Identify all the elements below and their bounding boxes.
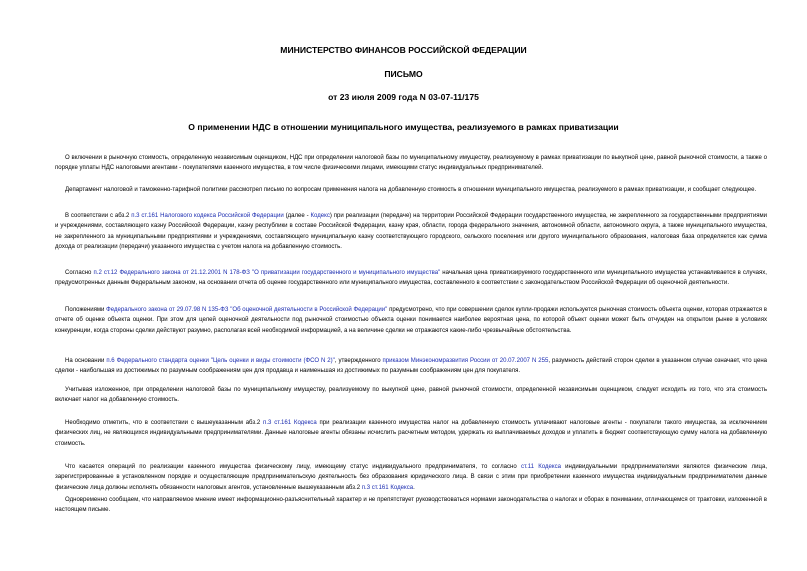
legal-reference-link[interactable]: п.2 ст.12 Федерального закона от 21.12.2001 N 178-ФЗ "О приватизации государственного и муниципального имущества" — [93, 270, 441, 276]
paragraph-text: , разумность действий сторон сделки в указанном случае означает, что цена сделки - наибольшая из достижимых по разумным соображениям цен для продавца и наименьшая из достижимых по разумным соображениям цен для покупателя. — [55, 358, 768, 375]
legal-reference-link[interactable]: приказом Минэкономразвития России от 20.07.2007 N 255 — [382, 358, 549, 364]
paragraph-text: , утвержденного — [334, 358, 383, 364]
legal-reference-link[interactable]: ст.11 Кодекса — [520, 464, 561, 470]
paragraph-10 — [55, 495, 767, 516]
document-type: ПИСЬМО — [384, 69, 423, 79]
legal-reference-link[interactable]: п.6 Федерального стандарта оценки "Цель оценки и виды стоимости (ФСО N 2)" — [106, 358, 335, 364]
paragraph-text: при реализации казенного имущества налог на добавленную стоимость уплачивают налоговые агенты - покупатели такого имущества, за исключением физических лиц, не являющихся индивидуальными предпринимателями. Данные налоговые агенты обязаны исчислить расчетным методом, удержать из выплачиваемых доходов и уплатить в бюджет соответствующую сумму налога на добавленную стоимость. — [55, 420, 767, 447]
document-subject: О применении НДС в отношении муниципального имущества, реализуемого в рамках приватизации — [188, 122, 619, 132]
ministry-title: МИНИСТЕРСТВО ФИНАНСОВ РОССИЙСКОЙ ФЕДЕРАЦИИ — [280, 45, 527, 55]
paragraph-9 — [55, 462, 767, 493]
paragraph-text: Одновременно сообщаем, что направляемое мнение имеет информационно-разъяснительный характер и не препятствует руководствоваться нормами законодательства о налогах и сборах в понимании, отличающемся от трактовки, изложенной в настоящем письме. — [55, 497, 767, 514]
legal-reference-link[interactable]: Федерального закона от 29.07.98 N 135-ФЗ "Об оценочной деятельности в Российской Федерации" — [106, 307, 388, 313]
paragraph-text: Согласно — [65, 270, 94, 276]
paragraph-2 — [55, 185, 767, 195]
paragraph-text: Что касается операций по реализации казенного имущества физическому лицу, имеющему статус индивидуального предпринимателя, то согласно — [65, 464, 521, 470]
paragraph-text: . — [413, 484, 415, 491]
paragraph-text: Учитывая изложенное, при определении налоговой базы по муниципальному имуществу, реализуемому по выкупной цене, равной рыночной стоимости, определенной независимым оценщиком, следует исходить из того, что эта стоимость включает налог на добавленную стоимость. — [55, 387, 767, 404]
paragraph-1 — [55, 153, 767, 174]
paragraph-text: Положениями — [65, 307, 107, 313]
paragraph-text: Департамент налоговой и таможенно-тарифной политики рассмотрел письмо по вопросам применения налога на добавленную стоимость в отношении муниципального имущества, реализуемого в рамках приватизации, и сообщает следующее. — [65, 187, 757, 193]
paragraph-3 — [55, 211, 767, 252]
paragraph-text: начальная цена приватизируемого государственного или муниципального имущества устанавливается в случаях, предусмотренных данным Федеральным законом, на основании отчета об оценке государственного или муниципального имущества, составленного в соответствии с законодательством Российской Федерации об оценочной деятельности. — [55, 270, 767, 287]
paragraph-6 — [55, 356, 767, 377]
paragraph-5 — [55, 305, 767, 336]
paragraph-text: Необходимо отметить, что в соответствии с вышеуказанным абз.2 — [65, 420, 264, 426]
paragraph-text: В соответствии с абз.2 — [65, 213, 132, 219]
paragraph-text: На основании — [65, 358, 107, 364]
document-date-number: от 23 июля 2009 года N 03-07-11/175 — [328, 92, 479, 102]
paragraph-text: предусмотрено, что при совершении сделок купли-продажи используется рыночная стоимость объекта оценки, которая отражается в отчете об оценке объекта оценки. При этом для целей оценочной деятельности под рыночной стоимостью объекта оценки понимается наиболее вероятная цена, по которой объект оценки может быть отчужден на открытом рынке в условиях конкуренции, когда стороны сделки действуют разумно, располагая всей необходимой информацией, а на величине сделки не отражаются какие-либо чрезвычайные обстоятельства. — [55, 307, 767, 334]
legal-reference-link[interactable]: п.3 ст.161 Кодекса — [263, 420, 317, 426]
legal-reference-link[interactable]: п.3 ст.161 Налогового кодекса Российской Федерации — [131, 213, 284, 219]
paragraph-text: (далее - — [283, 213, 311, 219]
paragraph-7 — [55, 385, 767, 406]
paragraph-text: индивидуальными предпринимателями являются физические лица, зарегистрированные в установленном порядке и осуществляющие предпринимательскую деятельность без образования юридического лица. В связи с этим при приобретении казенного имущества индивидуальным предпринимателем данные физические лица должны исполнять обязанности налоговых агентов, установленные вышеуказанным абз.2 — [55, 464, 767, 491]
legal-reference-link[interactable]: п.3 ст.161 Кодекса — [361, 484, 414, 491]
paragraph-8 — [55, 418, 767, 449]
paragraph-4 — [55, 268, 767, 289]
paragraph-text: О включении в рыночную стоимость, определенную независимым оценщиком, НДС при определении налоговой базы по муниципальному имуществу, реализуемому в рамках приватизации по выкупной цене, равной рыночной стоимости, а также о порядке уплаты НДС налоговыми агентами - покупателями казенного имущества, в том числе физическими лицами, имеющими статус индивидуальных предпринимателей. — [55, 155, 767, 172]
legal-reference-link[interactable]: Кодекс — [310, 213, 330, 219]
paragraph-text: ) при реализации (передаче) на территории Российской Федерации государственного имущества, не закрепленного за государственными предприятиями и учреждениями, составляющего казну Российской Федерации, казну республики в составе Российской Федерации, казну края, области, города федерального значения, автономной области, автономного округа, а также муниципального имущества, не закрепленного за муниципальными предприятиями и учреждениями, составляющего муниципальную казну соответствующего городского, сельского поселения или другого муниципального образования, налоговая база определяется как сумма дохода от реализации (передачи) указанного имущества с учетом налога на добавленную стоимость. — [55, 213, 768, 250]
